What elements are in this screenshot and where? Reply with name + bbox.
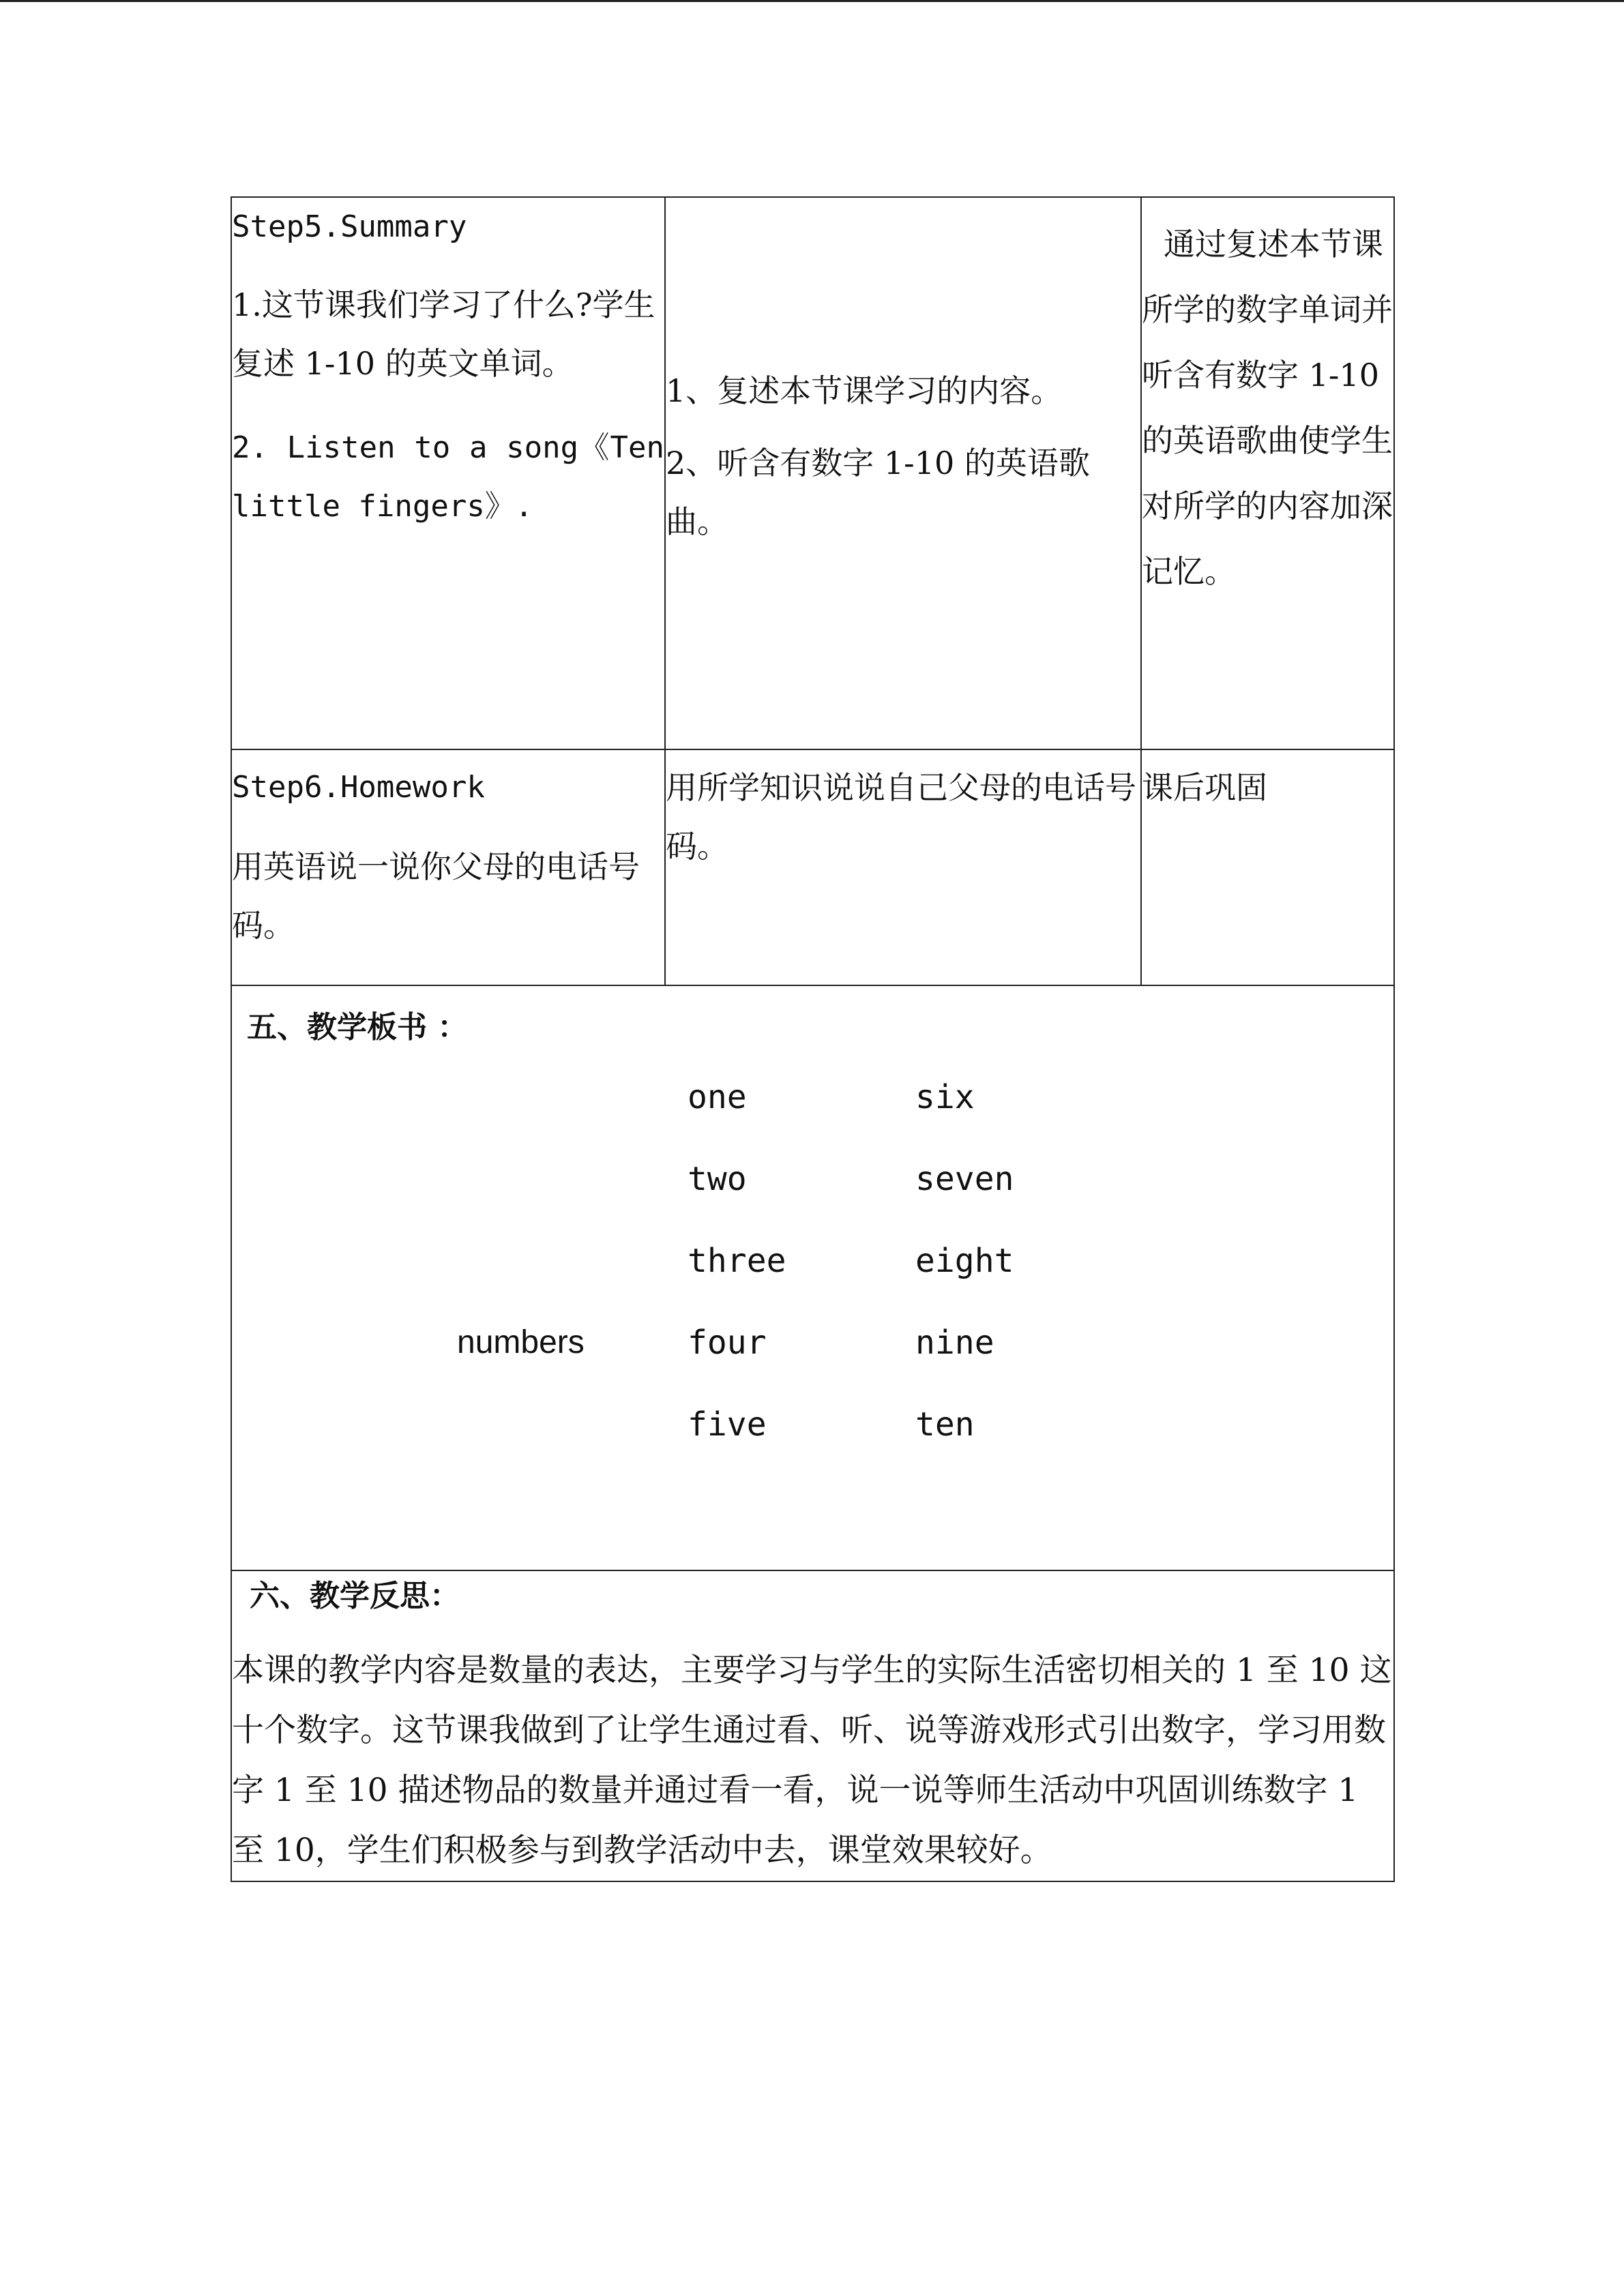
step5-purpose-cell xyxy=(1141,197,1394,749)
lesson-plan-table xyxy=(231,196,1395,1882)
step6-activity-cell xyxy=(665,749,1141,985)
board-word-eight: eight xyxy=(915,1242,1014,1280)
step6-title: Step6.Homework xyxy=(232,770,485,805)
board-word-three: three xyxy=(688,1242,786,1280)
board-word-nine: nine xyxy=(915,1324,994,1362)
step5-title: Step5.Summary xyxy=(232,209,467,244)
step5-row xyxy=(231,197,1394,749)
board-row xyxy=(231,985,1394,1570)
step6-purpose: 课后巩固 xyxy=(1142,769,1267,806)
board-word-ten: ten xyxy=(915,1405,975,1444)
step6-activity: 用所学知识说说自己父母的电话号码。 xyxy=(666,769,1136,865)
step5-item1: 1.这节课我们学习了什么?学生复述 1-10 的英文单词。 xyxy=(232,286,655,382)
reflection-title: 六、教学反思： xyxy=(250,1579,460,1613)
reflection-body: 本课的教学内容是数量的表达，主要学习与学生的实际生活密切相关的 1 至 10 这十个数字。这节课我做到了让学生通过看、听、说等游戏形式引出数字，学习用数字 1 至 10 描述物品的数量并通过看一看，说一说等师生活动中巩固训练数字 1 至 10，学生们积极参与到教学活动中去，课堂效果较好。 xyxy=(232,1652,1392,1869)
step6-content-cell xyxy=(231,749,665,985)
reflection-cell xyxy=(231,1570,1394,1881)
board-numbers-label: numbers xyxy=(457,1324,585,1360)
reflection-row xyxy=(231,1570,1394,1881)
board-word-one: one xyxy=(688,1078,747,1116)
step5-activity1: 1、复述本节课学习的内容。 xyxy=(666,372,1063,409)
step5-activity-cell xyxy=(665,197,1141,749)
step6-task: 用英语说一说你父母的电话号码。 xyxy=(232,848,640,944)
step5-purpose: 通过复述本节课所学的数字单词并听含有数字 1-10 的英语歌曲使学生对所学的内容加深记忆。 xyxy=(1142,226,1393,590)
board-word-seven: seven xyxy=(915,1160,1014,1198)
step5-item2: 2. Listen to a song《Ten little fingers》. xyxy=(232,430,664,524)
top-rule xyxy=(0,0,1624,2)
step5-activity2: 2、听含有数字 1-10 的英语歌曲。 xyxy=(666,445,1090,540)
board-word-six: six xyxy=(915,1078,975,1116)
board-word-four: four xyxy=(688,1324,767,1362)
board-title: 五、教学板书 ： xyxy=(247,1010,468,1045)
step5-content-cell xyxy=(231,197,665,749)
board-word-five: five xyxy=(688,1405,767,1444)
board-area xyxy=(232,986,1393,1570)
board-word-two: two xyxy=(688,1160,747,1198)
step6-row xyxy=(231,749,1394,985)
board-cell xyxy=(231,985,1394,1570)
step6-purpose-cell xyxy=(1141,749,1394,985)
